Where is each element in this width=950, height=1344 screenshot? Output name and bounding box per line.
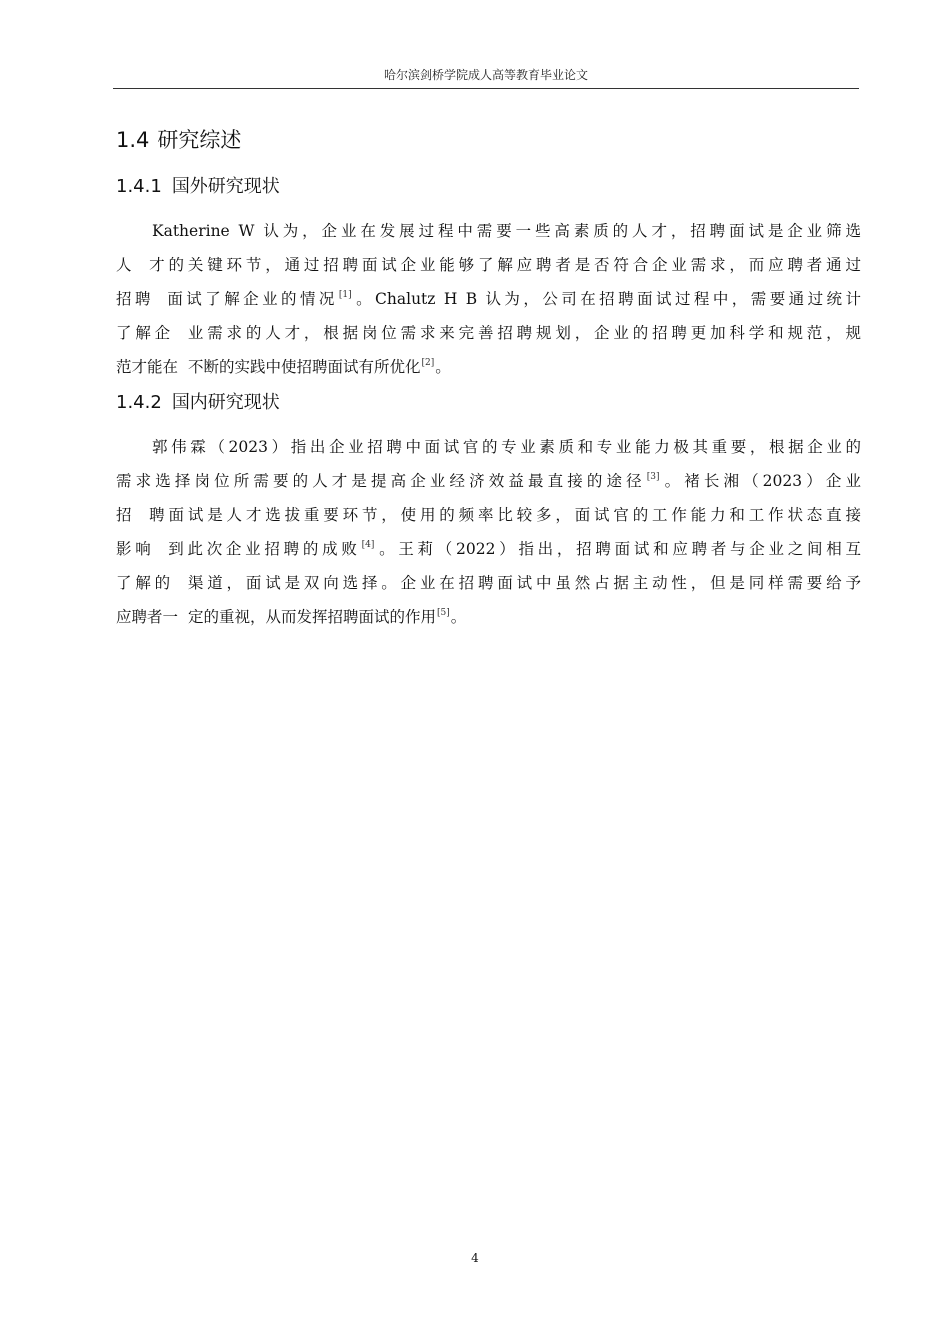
paragraph-line [116, 214, 861, 248]
citation-marker: [4] [361, 540, 375, 550]
line-text: 人 [116, 256, 136, 274]
paragraph-line [116, 532, 861, 566]
line-text: 才的关键环节，通过招聘面试企业能够了解应聘者是否符合企业需求，而应聘者通过 [145, 256, 861, 274]
section-number: 1.4 [116, 128, 150, 152]
citation-marker: [3] [646, 472, 660, 482]
line-text: 应聘者一 [116, 608, 179, 626]
line-text: 。王莉（2022）指出，招聘面试和应聘者与企业之间相互 [375, 540, 861, 558]
citation-marker: [5] [437, 608, 450, 618]
paragraph-foreign-research [116, 214, 861, 384]
paragraph-line [116, 600, 861, 634]
paragraph-line [116, 248, 861, 282]
paragraph-line [116, 316, 861, 350]
citation-marker: [1] [338, 290, 352, 300]
page-number-text: 4 [471, 1251, 479, 1265]
line-text: 招 [116, 506, 136, 524]
line-text: 。 [435, 358, 451, 376]
citation-marker: [2] [421, 358, 435, 368]
paragraph-line [116, 566, 861, 600]
line-text: 了解企 [116, 324, 175, 342]
subsection-number: 1.4.1 [116, 176, 162, 197]
section-title-text: 研究综述 [157, 128, 242, 152]
line-text: 郭伟霖（2023）指出企业招聘中面试官的专业素质和专业能力极其重要，根据企业的 [152, 438, 861, 456]
section-heading [116, 125, 241, 155]
subsection-number: 1.4.2 [116, 392, 162, 413]
line-text: 定的重视，从而发挥招聘面试的作用 [188, 608, 437, 626]
line-text: 范才能在 [116, 358, 179, 376]
line-text: 业需求的人才，根据岗位需求来完善招聘规划，企业的招聘更加科学和规范，规 [184, 324, 861, 342]
paragraph-domestic-research [116, 430, 861, 634]
page-number [0, 1250, 950, 1266]
paragraph-line [116, 464, 861, 498]
line-text: 招聘 [116, 290, 154, 308]
line-text: 了解的 [116, 574, 175, 592]
line-text: 。Chalutz H B 认为，公司在招聘面试过程中，需要通过统计 [352, 290, 861, 308]
header-title: 哈尔滨剑桥学院成人高等教育毕业论文 [383, 68, 588, 82]
paragraph-line [116, 498, 861, 532]
line-text: 到此次企业招聘的成败 [164, 540, 361, 558]
line-text: 。褚长湘（2023）企业 [660, 472, 861, 490]
subsection-title-text: 国内研究现状 [171, 392, 280, 413]
line-text: 。 [450, 608, 467, 626]
paragraph-line [116, 430, 861, 464]
line-text: 影响 [116, 540, 155, 558]
subsection-title-text: 国外研究现状 [171, 176, 280, 197]
paragraph-line [116, 282, 861, 316]
paragraph-line [116, 350, 861, 384]
line-text: 不断的实践中使招聘面试有所优化 [188, 358, 421, 376]
subsection-heading-foreign [116, 174, 280, 200]
page-header [113, 67, 859, 89]
line-text: 面试了解企业的情况 [163, 290, 338, 308]
line-text: Katherine W 认为，企业在发展过程中需要一些高素质的人才，招聘面试是企业筛选 [152, 222, 861, 240]
line-text: 渠道，面试是双向选择。企业在招聘面试中虽然占据主动性，但是同样需要给予 [184, 574, 861, 592]
line-text: 需求选择岗位所需要的人才是提高企业经济效益最直接的途径 [116, 472, 646, 490]
line-text: 聘面试是人才选拔重要环节，使用的频率比较多，面试官的工作能力和工作状态直接 [145, 506, 861, 524]
subsection-heading-domestic [116, 390, 280, 416]
